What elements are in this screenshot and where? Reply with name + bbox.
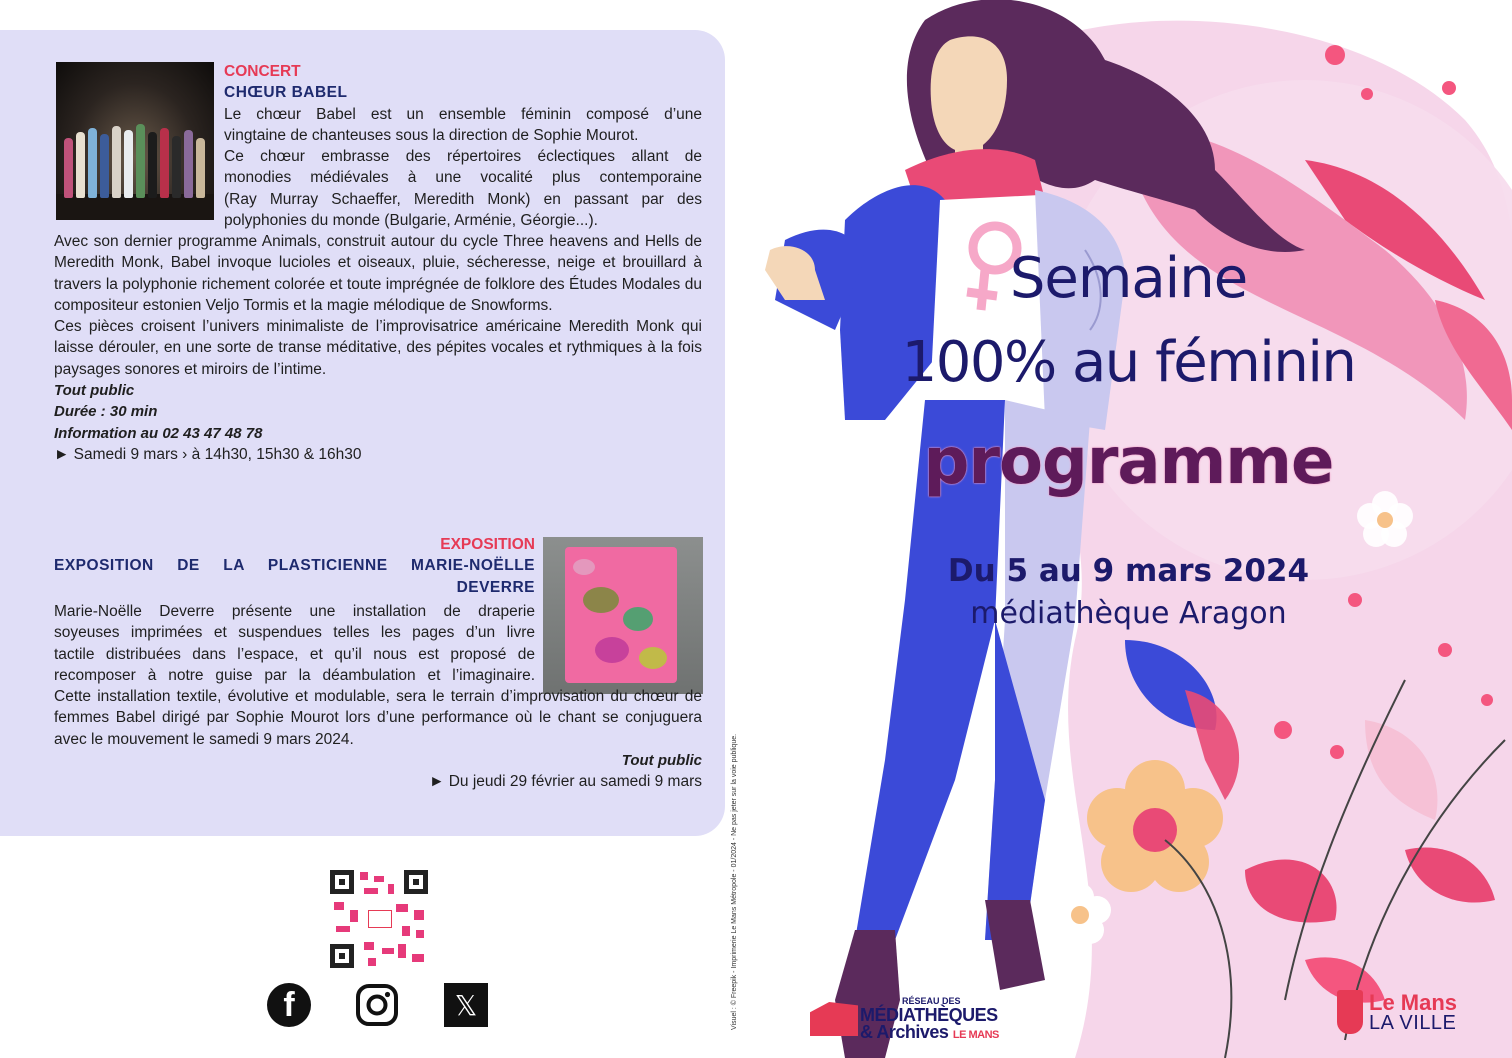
print-patch [595,637,629,663]
instagram-icon[interactable] [355,983,399,1027]
qr-cell [350,910,358,922]
expo-title-cont: DEVERRE [456,578,535,596]
expo-title: EXPOSITION DE LA PLASTICIENNE MARIE-NOËLLE [54,557,535,575]
expo-artwork-photo [543,537,703,694]
le-mans-logo [1337,990,1477,1040]
qr-cell [388,884,394,894]
facebook-icon[interactable] [267,983,311,1027]
qr-cell [360,872,368,880]
expo-paragraph: Cette installation textile, évolutive et modulable, sera le terrain d’improvisation du chœur de femmes Babel dirigé par Sophie Mourot lors d’une performance où le chant se conjuguera avec le mouvement le samedi 9 mars 2024. [54,688,702,748]
print-patch [623,607,653,631]
qr-cell [374,876,384,882]
instagram-glyph [355,983,399,1027]
expo-intro [54,601,535,686]
expo-line: tactile distribuées dans l’espace, et qu’il nous est proposé de [54,645,535,663]
print-patch [573,559,595,575]
concert-duration: Durée : 30 min [54,403,158,421]
concert-category: CONCERT [224,63,301,80]
expo-heading [54,534,535,598]
print-credit: Visuel : © Freepik - Imprimerie Le Mans Métropole - 01/2024 - Ne pas jeter sur la voie publique. [731,733,738,1030]
qr-cell [336,926,350,932]
le-mans-logo-name: Le Mans [1369,990,1458,1015]
print-patch [639,647,667,669]
qr-finder [404,870,428,894]
singer-figure [172,136,181,198]
qr-cell [364,888,378,894]
mediatheques-logo-line2 [860,1022,999,1043]
print-patch [583,587,619,613]
qr-center-logo [368,910,392,928]
mediatheques-logo-small: RÉSEAU DES [902,996,961,1006]
woman-illustration [745,0,1512,1058]
mediatheques-logo-mark [810,1002,858,1036]
concert-paragraph: Avec son dernier programme Animals, construit autour du cycle Three heavens and Hells de Meredith Monk, Babel invoque lucioles et oiseaux, pluie, sécheresse, neige et brouillard à travers la polyphonie richement colorée et toute imprégnée de folklore des Études Modales du compositeur estonien Veljo Tormis et la magie mélodique de Snowforms. [54,233,702,314]
qr-cell [416,930,424,938]
concert-intro-line: vingtaine de chanteuses sous la direction de Sophie Mourot. [224,126,639,144]
x-twitter-icon[interactable] [444,983,488,1027]
choir-photo [56,62,214,220]
qr-cell [402,926,410,936]
singer-figure [88,128,97,198]
cover-illustration [745,0,1512,1058]
qr-finder [330,944,354,968]
facebook-glyph: f [283,985,295,1024]
qr-finder [330,870,354,894]
concert-intro-line: polyphonies du monde (Bulgarie, Arménie, Géorgie...). [224,212,598,230]
singer-figure [136,124,145,198]
expo-line: recomposer à notre guise par la déambulation et l’imaginaire. [54,666,535,684]
concert-body [54,231,702,465]
qr-code[interactable] [330,870,428,968]
qr-cell [368,958,376,966]
le-mans-shield-icon [1337,990,1363,1034]
concert-intro-line: Ce chœur embrasse des répertoires éclectiques allant de [224,148,702,166]
singer-figure [160,128,169,198]
qr-cell [412,954,424,962]
singer-figure [124,130,133,198]
qr-cell [396,904,408,912]
expo-body [54,686,702,792]
mediatheques-logo [810,996,1020,1042]
concert-schedule: ► Samedi 9 mars › à 14h30, 15h30 & 16h30 [54,445,362,463]
qr-cell [364,942,374,950]
cover-title-line2: 100% au féminin [901,330,1356,395]
singer-figure [76,132,85,198]
singer-figure [100,134,109,198]
concert-intro-line: monodies médiévales à une vocalité plus contemporaine [224,169,702,187]
expo-line: Marie-Noëlle Deverre présente une installation de draperie [54,603,535,620]
cover-title-line1: Semaine [1009,246,1248,311]
le-mans-logo-sub: LA VILLE [1369,1012,1457,1034]
event-dates: Du 5 au 9 mars 2024 [947,553,1310,589]
mediatheques-logo-archives: & Archives [860,1022,949,1042]
singer-figure [196,138,205,198]
singer-figure [112,126,121,198]
cover-title-programme: programme [923,425,1334,499]
expo-category: EXPOSITION [440,536,535,553]
x-glyph: 𝕏 [454,988,478,1022]
singer-figure [148,132,157,198]
qr-cell [414,910,424,920]
expo-schedule: ► Du jeudi 29 février au samedi 9 mars [429,773,702,791]
expo-line: soyeuses imprimées et suspendues telles les pages d’un livre [54,624,535,642]
qr-cell [398,944,406,958]
concert-intro-line: Le chœur Babel est un ensemble féminin composé d’une [224,105,702,123]
concert-intro-line: (Ray Murray Schaeffer, Meredith Monk) en passant par des [224,190,702,208]
qr-cell [382,948,394,954]
event-venue: médiathèque Aragon [970,596,1287,631]
singer-figure [64,138,73,198]
qr-cell [334,902,344,910]
concert-intro [224,61,702,231]
mediatheques-logo-city: LE MANS [952,1029,999,1041]
concert-title: CHŒUR BABEL [224,84,348,102]
expo-audience: Tout public [621,751,702,769]
concert-info-phone: Information au 02 43 47 48 78 [54,424,263,442]
singer-figure [184,130,193,198]
concert-paragraph: Ces pièces croisent l’univers minimaliste de l’improvisatrice américaine Meredith Monk qui laisse dérouler, en une sorte de transe méditative, des pépites vocales et rythmiques à la fois paysages sonores et miroirs de l’intime. [54,318,702,378]
concert-audience: Tout public [54,382,135,400]
mediatheques-logo-line1: MÉDIATHÈQUES [860,1005,998,1025]
